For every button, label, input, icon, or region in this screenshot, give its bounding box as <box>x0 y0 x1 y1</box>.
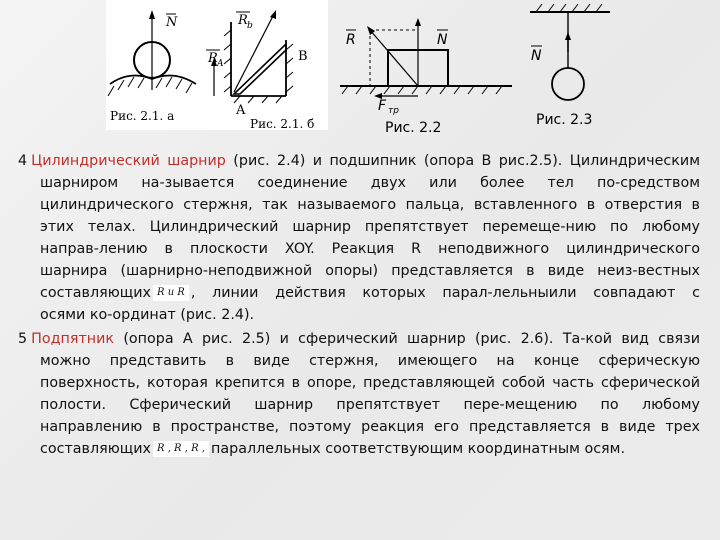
resultant-arrow <box>370 30 418 86</box>
ceiling-hatching <box>536 4 602 12</box>
text-line: 5 Подпятник (опора А рис. 2.5) и сферический шарнир (рис. 2.6). Та-кой вид связи <box>18 331 701 347</box>
text-line: шарниром на-зывается соединение двух или более тел по-средством <box>40 175 700 191</box>
text-line: шарнира (шарнирно-неподвижной опоры) представляется в виде неиз-вестных <box>40 263 700 279</box>
term-highlight: Цилиндрический шарнир <box>31 153 226 169</box>
text-line: 4 Цилиндрический шарнир (рис. 2.4) и подшипник (опора В рис.2.5). Цилиндрическим <box>18 153 700 169</box>
ground-hatching <box>342 86 502 94</box>
label-n: N <box>166 15 178 30</box>
caption-2-1a: Рис. 2.1. а <box>110 109 175 123</box>
arrowhead-icon <box>565 32 571 40</box>
paragraph-thrust-bearing <box>18 328 700 460</box>
label-n: N <box>531 48 542 64</box>
term-highlight: Подпятник <box>31 331 115 347</box>
label-rb-sub: b <box>247 21 253 31</box>
figures-strip <box>0 0 720 150</box>
paragraph-cylindrical-hinge <box>18 150 700 326</box>
inline-formula: R и R <box>153 285 189 301</box>
label-point-b: B <box>298 49 308 64</box>
label-point-a: A <box>236 103 246 118</box>
label-n: N <box>437 32 448 48</box>
caption-2-1b: Рис. 2.1. б <box>250 117 315 131</box>
ball-shape <box>552 68 584 100</box>
label-ra-sub: A <box>217 59 224 69</box>
item-number: 5 <box>18 331 28 347</box>
text-line: направ-лению в плоскости XOY. Реакция R неподвижного цилиндрического <box>40 241 700 257</box>
figure-2-2 <box>340 18 512 136</box>
text-line: осями ко-ординат (рис. 2.4). <box>40 307 255 323</box>
text-line: полости. Сферический шарнир препятствует пере-мещению по любому <box>40 397 700 413</box>
text-line: направлению в пространстве, поэтому реакция его представляется в виде трех <box>40 419 700 435</box>
arrowhead-icon <box>415 18 421 26</box>
label-f: F <box>378 98 387 114</box>
caption-2-3: Рис. 2.3 <box>536 112 593 128</box>
text-line: составляющих R , R , R , параллельных соответствующим координатным осям. <box>40 441 625 457</box>
figure-2-3 <box>530 4 610 128</box>
text-line: цилиндрического стержня, так называемого пальца, вставленного в отверстия в <box>40 197 700 213</box>
body-text <box>18 150 700 462</box>
label-rb: R <box>238 13 248 28</box>
inline-formula: R , R , R , <box>153 441 209 457</box>
text-line: можно представить в виде стержня, имеющего на конце сферическую <box>40 353 700 369</box>
caption-2-2: Рис. 2.2 <box>385 120 442 136</box>
text-line: составляющих R и R , линии действия которых парал-лельныили совпадают с <box>40 285 700 301</box>
text-line: этих телах. Цилиндрический шарнир препятствует перемеще-нию по любому <box>40 219 700 235</box>
label-f-sub: тр <box>388 106 399 116</box>
text-line: поверхность, которая крепится в опоре, представляющей собой часть сферической <box>40 375 700 391</box>
item-number: 4 <box>18 153 28 169</box>
label-r: R <box>346 32 356 48</box>
label-ra: R <box>208 51 218 66</box>
